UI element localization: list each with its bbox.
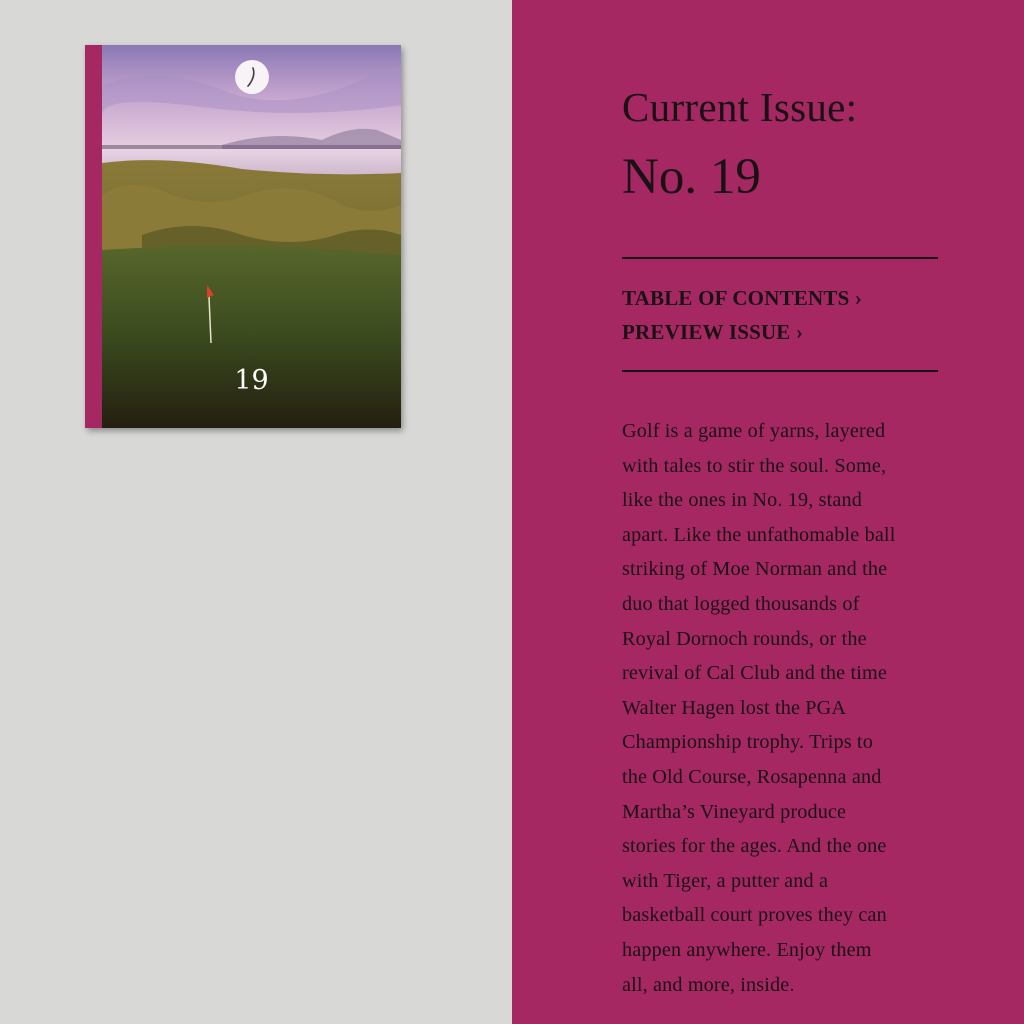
issue-description: Golf is a game of yarns, layered with tales to stir the soul. Some, like the ones in No. 19, stand apart. Like the unfathomable ball striking of Moe Norman and the duo that logged thousands of Royal Dornoch rounds, or the revival of Cal Club and the time Walter Hagen lost the PGA Championship trophy. Trips to the Old Course, Rosapenna and Martha’s Vineyard produce stories for the ages. And the one with Tiger, a putter and a basketball court proves they can happen anywhere. Enjoy them all, and more, inside. [622,420,896,996]
divider-top [622,257,938,259]
divider-bottom [622,370,938,372]
table-of-contents-link[interactable]: TABLE OF CONTENTS › [622,286,863,310]
magazine-cover[interactable] [85,45,401,428]
right-panel [512,0,1024,1024]
current-issue-heading: Current Issue: [622,84,858,130]
cover-issue-number: 19 [234,365,269,396]
issue-number-title: No. 19 [622,149,761,205]
pen-nib-icon [235,60,269,94]
preview-issue-link[interactable]: PREVIEW ISSUE › [622,320,804,344]
cover-spine [85,45,102,428]
